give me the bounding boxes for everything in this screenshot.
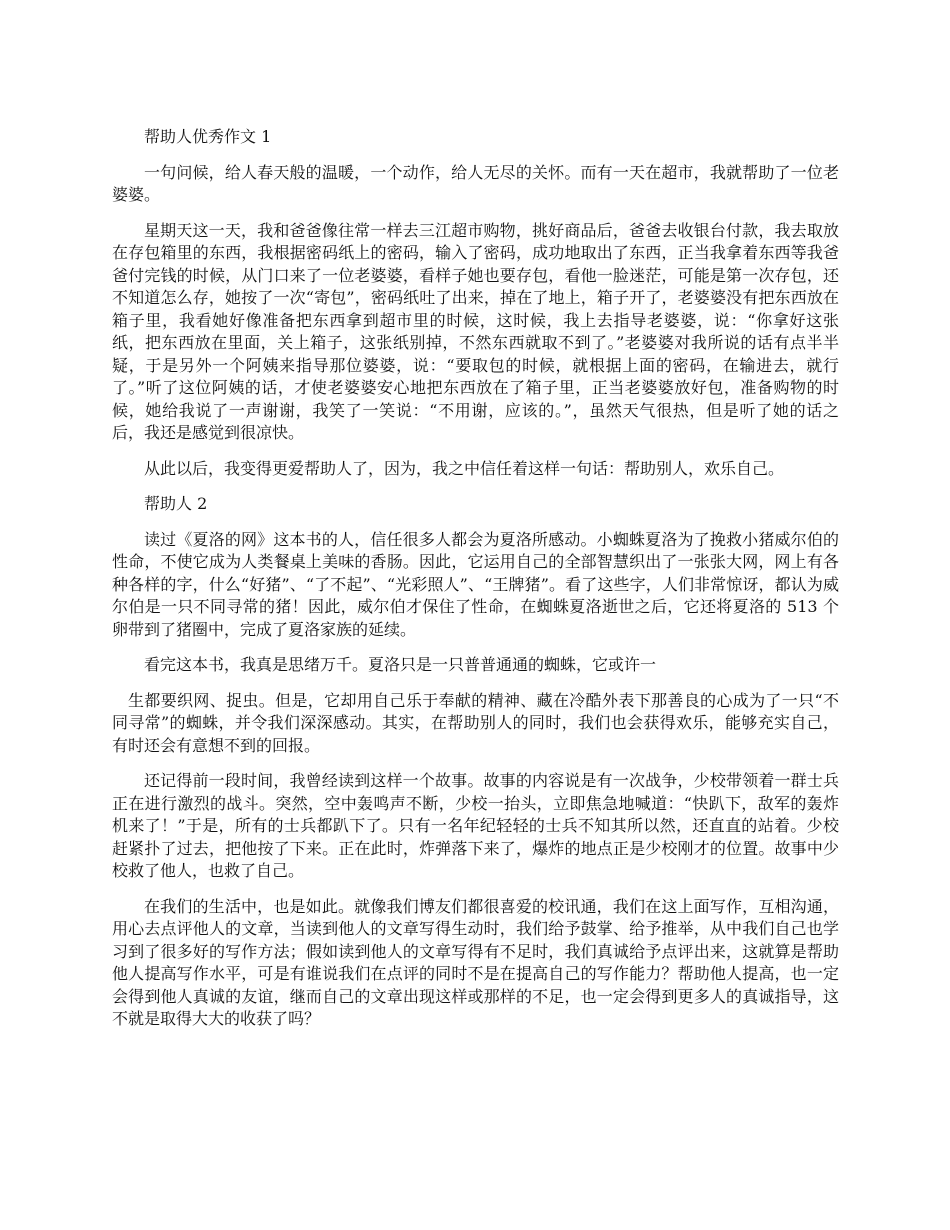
paragraph-2: 星期天这一天，我和爸爸像往常一样去三江超市购物，挑好商品后，爸爸去收银台付款，我去取放在存包箱里的东西，我根据密码纸上的密码，输入了密码，成功地取出了东西，正当我拿着东西等我爸爸付完钱的时候，从门口来了一位老婆婆，看样子她也要存包，看他一脸迷茫，可能是第一次存包，还不知道怎么存，她按了一次“寄包”，密码纸吐了出来，掉在了地上，箱子开了，老婆婆没有把东西放在箱子里，我看她好像准备把东西拿到超市里的时候，这时候，我上去指导老婆婆，说：“你拿好这张纸，把东西放在里面，关上箱子，这张纸别掉，不然东西就取不到了。”老婆婆对我所说的话有点半半疑，于是另外一个阿姨来指导那位婆婆，说：“要取包的时候，就根据上面的密码，在输进去，就行了。”听了这位阿姨的话，才使老婆婆安心地把东西放在了箱子里，正当老婆婆放好包，准备购物的时候，她给我说了一声谢谢，我笑了一笑说：“不用谢，应该的。”，虽然天气很热，但是听了她的话之后，我还是感觉到很凉快。 <box>112 220 839 442</box>
paragraph-8: 在我们的生活中，也是如此。就像我们博友们都很喜爱的校讯通，我们在这上面写作，互相沟通，用心去点评他人的文章，当读到他人的文章写得生动时，我们给予鼓掌、给予推举，从中我们自己也学习到了很多好的写作方法；假如读到他人的文章写得有不足时，我们真诚给予点评出来，这就算是帮助他人提高写作水平，可是有谁说我们在点评的同时不是在提高自己的写作能力？帮助他人提高，也一定会得到他人真诚的友谊，继而自己的文章出现这样或那样的不足，也一定会得到更多人的真诚指导，这不就是取得大大的收获了吗？ <box>112 896 839 1028</box>
paragraph-4: 读过《夏洛的网》这本书的人，信任很多人都会为夏洛所感动。小蜘蛛夏洛为了挽救小猪威尔伯的性命，不使它成为人类餐桌上美味的香肠。因此，它运用自己的全部智慧织出了一张张大网，网上有各种各样的字，什么“好猪”、“了不起”、“光彩照人”、“王牌猪”。看了这些字，人们非常惊讶，都认为威尔伯是一只不同寻常的猪！因此，威尔伯才保住了性命，在蜘蛛夏洛逝世之后，它还将夏洛的 513 个卵带到了猪圈中，完成了夏洛家族的延续。 <box>112 529 839 639</box>
paragraph-7: 还记得前一段时间，我曾经读到这样一个故事。故事的内容说是有一次战争，少校带领着一群士兵正在进行激烈的战斗。突然，空中轰鸣声不断，少校一抬头，立即焦急地喊道：“快趴下，敌军的轰炸机来了！”于是，所有的士兵都趴下了。只有一名年纪轻轻的士兵不知其所以然，还直直的站着。少校赶紧扑了过去，把他按了下来。正在此时，炸弹落下来了，爆炸的地点正是少校刚才的位置。故事中少校救了他人，也救了自己。 <box>112 771 839 880</box>
paragraph-5: 看完这本书，我真是思绪万千。夏洛只是一只普普通通的蜘蛛，它或许一 <box>144 655 657 674</box>
essay-title-1: 帮助人优秀作文 1 <box>144 127 272 146</box>
paragraph-6: 生都要织网、捉虫。但是，它却用自己乐于奉献的精神、藏在冷酷外表下那善良的心成为了一只“不同寻常”的蜘蛛，并令我们深深感动。其实，在帮助别人的同时，我们也会获得欢乐，能够充实自己，有时还会有意想不到的回报。 <box>112 690 839 755</box>
essay-title-2: 帮助人 2 <box>144 494 208 513</box>
paragraph-1: 一句问候，给人春天般的温暖，一个动作，给人无尽的关怀。而有一天在超市，我就帮助了一位老婆婆。 <box>112 162 839 204</box>
document-page <box>112 126 839 1044</box>
paragraph-3: 从此以后，我变得更爱帮助人了，因为，我之中信任着这样一句话：帮助别人，欢乐自己。 <box>144 458 785 478</box>
